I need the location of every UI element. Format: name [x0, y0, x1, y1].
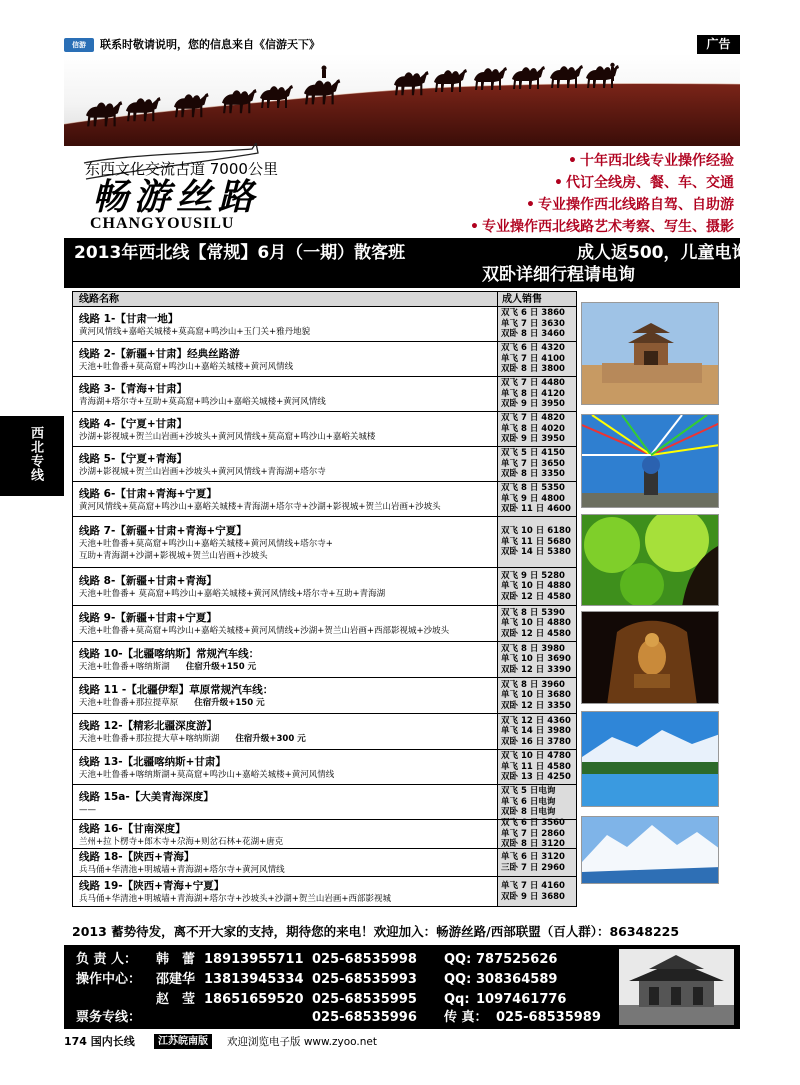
promo-title: 2013年西北线【常规】6月（一期）散客班 [74, 243, 406, 263]
contact-role-label: 操作中心： [76, 972, 142, 987]
route-cell [73, 714, 498, 749]
route-title: 线路 18-【陕西+青海】 [79, 851, 195, 863]
route-cell [73, 517, 498, 567]
prayer-flags-photo [581, 414, 719, 508]
route-cell [73, 447, 498, 481]
route-title: 线路 6-【甘肃+青海+宁夏】 [79, 487, 217, 500]
route-itinerary: —— [79, 804, 96, 815]
price-line: 单飞 7 日 4160 [501, 881, 565, 891]
route-cell [73, 412, 498, 446]
price-line: 双卧 12 日 4580 [501, 628, 571, 639]
recruit-slogan: 2013 蓄势待发，离不开大家的支持，期待您的来电！欢迎加入：畅游丝路/西部联盟（百人群）：86348225 [72, 924, 680, 939]
contact-qq-label: QQ: [444, 952, 472, 967]
price-line: 双卧 8 日电询 [501, 807, 556, 818]
pavilion-photo [619, 949, 734, 1025]
route-row [73, 750, 576, 785]
route-itinerary: 天池+吐鲁番+莫高窟+鸣沙山+嘉峪关城楼+黄河风情线+沙湖+贺兰山岩画+西部影视城+沙坡头 [79, 626, 450, 636]
route-cell [73, 482, 498, 516]
camel-caravan-banner [64, 54, 740, 146]
price-cell [498, 714, 576, 749]
route-cell [73, 877, 498, 906]
price-line: 双飞 6 日 4320 [501, 343, 565, 354]
page-footer [64, 1033, 464, 1051]
route-table-body [73, 307, 576, 906]
brand-pinyin: CHANGYOUSILU [90, 215, 235, 232]
contact-name: 韩 蕾 [156, 952, 196, 967]
route-row [73, 307, 576, 342]
feature-bullets [470, 150, 734, 238]
page-number: 174 国内长线 [64, 1035, 135, 1048]
route-cell [73, 377, 498, 411]
route-title: 线路 5-【宁夏+青海】 [79, 452, 188, 465]
route-row [73, 568, 576, 606]
price-line: 三卧 7 日 2960 [501, 862, 565, 873]
route-cell [73, 606, 498, 641]
promo-subtitle: 双卧详细行程请电询 [482, 265, 635, 285]
price-cell [498, 785, 576, 819]
price-line: 双飞 7 日 4820 [501, 413, 565, 424]
feature-bullet: • 专业操作西北线路艺术考察、写生、摄影 [470, 219, 734, 235]
route-title: 线路 4-【宁夏+甘肃】 [79, 417, 188, 430]
price-line: 单飞 11 日 4580 [501, 761, 571, 772]
price-line: 双卧 8 日 3350 [501, 469, 565, 480]
price-line: 双卧 14 日 5380 [501, 547, 571, 558]
route-cell [73, 849, 498, 876]
price-line: 双飞 8 日 5390 [501, 607, 565, 618]
price-cell [498, 877, 576, 906]
price-line: 双卧 9 日 3950 [501, 399, 565, 410]
price-line: 单飞 9 日 4800 [501, 493, 565, 504]
contact-name: 赵 莹 [156, 992, 196, 1007]
price-line: 双卧 9 日 3950 [501, 434, 565, 445]
brand-name-logo: 畅游丝路 [92, 176, 261, 218]
route-row [73, 482, 576, 517]
route-title: 线路 13-【北疆喀纳斯+甘肃】 [79, 755, 226, 768]
contact-qq-label: QQ: [444, 972, 472, 987]
bullet-dot-icon: • [568, 153, 577, 169]
contact-mobile: 13813945334 [204, 972, 304, 987]
route-row [73, 606, 576, 642]
price-cell [498, 849, 576, 876]
contact-phone: 025-68535995 [312, 992, 417, 1007]
feature-bullet: • 专业操作西北线路自驾、自助游 [526, 197, 734, 213]
price-cell [498, 642, 576, 677]
ad-badge: 广告 [697, 35, 740, 54]
route-itinerary: 黄河风情线+莫高窟+鸣沙山+嘉峪关城楼+青海湖+塔尔寺+沙湖+影视城+贺兰山岩画+沙坡头 [79, 501, 441, 512]
snow-mountain-lake-photo [581, 711, 719, 807]
route-title: 线路 8-【新疆+甘肃+青海】 [79, 575, 217, 587]
bullet-dot-icon: • [526, 197, 535, 213]
route-itinerary: 天池+吐鲁番+那拉提草原 住宿升级+150 元 [79, 698, 265, 708]
route-title: 线路 9-【新疆+甘肃+宁夏】 [79, 612, 217, 624]
route-row [73, 517, 576, 568]
route-title: 线路 19-【陕西+青海+宁夏】 [79, 880, 225, 892]
price-line: 双卧 16 日 3780 [501, 736, 571, 747]
price-line: 单飞 7 日 2860 [501, 828, 565, 839]
price-line: 双卧 12 日 3390 [501, 664, 571, 675]
publisher-logo: 信游 [64, 38, 94, 52]
contact-qq: 1097461776 [476, 992, 567, 1007]
fax-label: 传 真： [444, 1010, 488, 1025]
feature-bullet: • 十年西北线专业操作经验 [568, 153, 734, 169]
route-table [72, 291, 577, 907]
route-itinerary: 兵马俑+华清池+明城墙+青海湖+塔尔寺+黄河风情线 [79, 865, 285, 875]
price-line: 单飞 7 日 4100 [501, 353, 565, 364]
price-header: 成人销售 [502, 294, 542, 305]
route-itinerary: 黄河风情线+嘉峪关城楼+莫高窟+鸣沙山+玉门关+雅丹地貌 [79, 326, 311, 337]
route-table-header [73, 292, 576, 307]
route-cell [73, 678, 498, 713]
price-cell [498, 568, 576, 605]
route-itinerary: 兵马俑+华清池+明城墙+青海湖+塔尔寺+沙坡头+沙湖+贺兰山岩画+西部影视城 [79, 894, 391, 904]
price-line: 双卧 12 日 3350 [501, 700, 571, 711]
upgrade-note: 住宿升级+150 元 [194, 698, 265, 708]
route-row [73, 377, 576, 412]
ticket-label: 票务专线： [76, 1010, 142, 1025]
contact-qq-label: Qq: [444, 992, 470, 1007]
website-link[interactable]: 欢迎浏览电子版 www.zyoo.net [227, 1036, 377, 1048]
price-line: 双飞 6 日 3860 [501, 308, 565, 319]
price-cell [498, 307, 576, 341]
route-itinerary: 天池+吐鲁番+莫高窟+鸣沙山+嘉峪关城楼+黄河风情线+塔尔寺+ [79, 538, 333, 549]
route-itinerary: 天池+吐鲁番+喀纳斯湖 住宿升级+150 元 [79, 662, 257, 672]
route-row [73, 642, 576, 678]
price-line: 单飞 8 日 4120 [501, 388, 565, 399]
route-title: 线路 1-【甘肃一地】 [79, 312, 179, 325]
edition-label: 江苏皖南版 [154, 1034, 212, 1049]
route-itinerary: 天池+吐鲁番+莫高窟+鸣沙山+嘉峪关城楼+黄河风情线 [79, 361, 294, 372]
contact-mobile: 18651659520 [204, 992, 304, 1007]
promo-offer: 成人返500，儿童电询 [577, 243, 749, 263]
price-cell [498, 447, 576, 481]
buddha-cave-photo [581, 611, 719, 704]
brand-tagline: 东西文化交流古道 7000公里 [85, 160, 278, 178]
price-line: 双飞 6 日 3560 [501, 818, 565, 829]
contact-mobile: 18913955711 [204, 952, 304, 967]
route-row [73, 785, 576, 820]
price-line: 单飞 10 日 4880 [501, 581, 571, 592]
route-itinerary: 沙湖+影视城+贺兰山岩画+沙坡头+黄河风情线+莫高窟+鸣沙山+嘉峪关城楼 [79, 431, 376, 442]
price-line: 单飞 10 日 3680 [501, 690, 571, 701]
route-itinerary: 沙湖+影视城+贺兰山岩画+沙坡头+黄河风情线+青海湖+塔尔寺 [79, 466, 326, 477]
promo-heading [64, 238, 749, 288]
price-line: 单飞 10 日 4880 [501, 618, 571, 629]
price-line: 双飞 8 日 3980 [501, 643, 565, 654]
price-cell [498, 517, 576, 567]
route-cell [73, 342, 498, 376]
price-cell [498, 342, 576, 376]
price-line: 双卧 11 日 4600 [501, 504, 571, 515]
price-line: 单飞 6 日 3120 [501, 852, 565, 862]
contact-phone: 025-68535993 [312, 972, 417, 987]
price-line: 双飞 5 日 4150 [501, 448, 565, 459]
price-line: 双飞 10 日 4780 [501, 751, 571, 762]
price-line: 单飞 7 日 3630 [501, 318, 565, 329]
route-cell [73, 820, 498, 848]
contact-name: 邵建华 [156, 972, 196, 987]
route-row [73, 849, 576, 877]
price-line: 单飞 8 日 4020 [501, 423, 565, 434]
contact-panel [64, 945, 740, 1029]
route-row [73, 714, 576, 750]
price-cell [498, 482, 576, 516]
price-line: 双飞 12 日 4360 [501, 715, 571, 726]
camel-caravan-illustration [64, 54, 740, 146]
fax-number: 025-68535989 [496, 1010, 601, 1025]
price-cell [498, 750, 576, 784]
price-line: 单飞 6 日电询 [501, 796, 556, 807]
price-line: 单飞 7 日 3650 [501, 458, 565, 469]
route-row [73, 820, 576, 849]
feature-bullet: • 代订全线房、餐、车、交通 [554, 175, 734, 191]
price-line: 双卧 8 日 3460 [501, 329, 565, 340]
route-title: 线路 10-【北疆喀纳斯】常规汽车线： [79, 648, 260, 660]
contact-phone: 025-68535998 [312, 952, 417, 967]
price-cell [498, 820, 576, 848]
route-title: 线路 2-【新疆+甘肃】经典丝路游 [79, 347, 240, 360]
price-line: 单飞 11 日 5680 [501, 536, 571, 547]
route-title: 线路 16-【甘南深度】 [79, 822, 186, 835]
price-line: 双飞 5 日电询 [501, 786, 556, 797]
route-title: 线路 7-【新疆+甘肃+青海+宁夏】 [79, 524, 247, 537]
route-row [73, 447, 576, 482]
contact-qq: 308364589 [476, 972, 558, 987]
grape-trellis-photo [581, 514, 719, 606]
contact-role-label: 负 责 人： [76, 952, 138, 967]
route-cell [73, 568, 498, 605]
price-cell [498, 377, 576, 411]
snow-peaks-photo [581, 816, 719, 884]
price-line: 单飞 14 日 3980 [501, 726, 571, 737]
price-line: 双飞 9 日 5280 [501, 570, 565, 581]
fortress-photo [581, 302, 719, 405]
route-itinerary: 青海湖+塔尔寺+互助+莫高窟+鸣沙山+嘉峪关城楼+黄河风情线 [79, 396, 326, 407]
route-itinerary: 天池+吐鲁番+喀纳斯湖+莫高窟+鸣沙山+嘉峪关城楼+黄河风情线 [79, 769, 335, 780]
price-line: 双飞 10 日 6180 [501, 526, 571, 537]
price-line: 双飞 7 日 4480 [501, 378, 565, 389]
price-line: 双卧 13 日 4250 [501, 772, 571, 783]
price-line: 双卧 8 日 3120 [501, 839, 565, 850]
route-itinerary: 天池+吐鲁番+ 莫高窟+鸣沙山+嘉峪关城楼+黄河风情线+塔尔寺+互助+青海湖 [79, 589, 386, 599]
route-itinerary: 互助+青海湖+沙湖+影视城+贺兰山岩画+沙坡头 [79, 550, 268, 561]
price-line: 双飞 8 日 5350 [501, 483, 565, 494]
price-cell [498, 678, 576, 713]
route-name-header: 线路名称 [73, 292, 498, 306]
ticket-phone: 025-68535996 [312, 1010, 417, 1025]
section-side-tab-label: 西北专线 [28, 426, 43, 482]
route-title: 线路 11 -【北疆伊犁】草原常规汽车线： [79, 684, 274, 696]
price-cell [498, 412, 576, 446]
source-notice: 联系时敬请说明，您的信息来自《信游天下》 [100, 38, 320, 51]
section-side-tab [0, 416, 64, 496]
price-line: 双飞 8 日 3960 [501, 679, 565, 690]
route-cell [73, 785, 498, 819]
route-cell [73, 750, 498, 784]
upgrade-note: 住宿升级+150 元 [185, 662, 257, 672]
route-itinerary: 天池+吐鲁番+那拉提大草+喀纳斯湖 住宿升级+300 元 [79, 734, 306, 744]
price-line: 单飞 10 日 3690 [501, 654, 571, 665]
bullet-dot-icon: • [554, 175, 563, 191]
price-line: 双卧 12 日 4580 [501, 591, 571, 602]
price-line: 双卧 9 日 3680 [501, 891, 565, 902]
route-row [73, 412, 576, 447]
bullet-dot-icon: • [470, 219, 479, 235]
route-title: 线路 3-【青海+甘肃】 [79, 382, 188, 395]
route-row [73, 342, 576, 377]
route-row [73, 877, 576, 906]
upgrade-note: 住宿升级+300 元 [235, 734, 306, 744]
route-row [73, 678, 576, 714]
route-cell [73, 307, 498, 341]
price-cell [498, 606, 576, 641]
route-title: 线路 12-【精彩北疆深度游】 [79, 720, 218, 732]
price-line: 双卧 8 日 3800 [501, 364, 565, 375]
route-cell [73, 642, 498, 677]
route-itinerary: 兰州+拉卜楞寺+郎木寺+尕海+则岔石林+花湖+唐克 [79, 836, 284, 847]
route-title: 线路 15a-【大美青海深度】 [79, 790, 214, 803]
contact-qq: 787525626 [476, 952, 558, 967]
